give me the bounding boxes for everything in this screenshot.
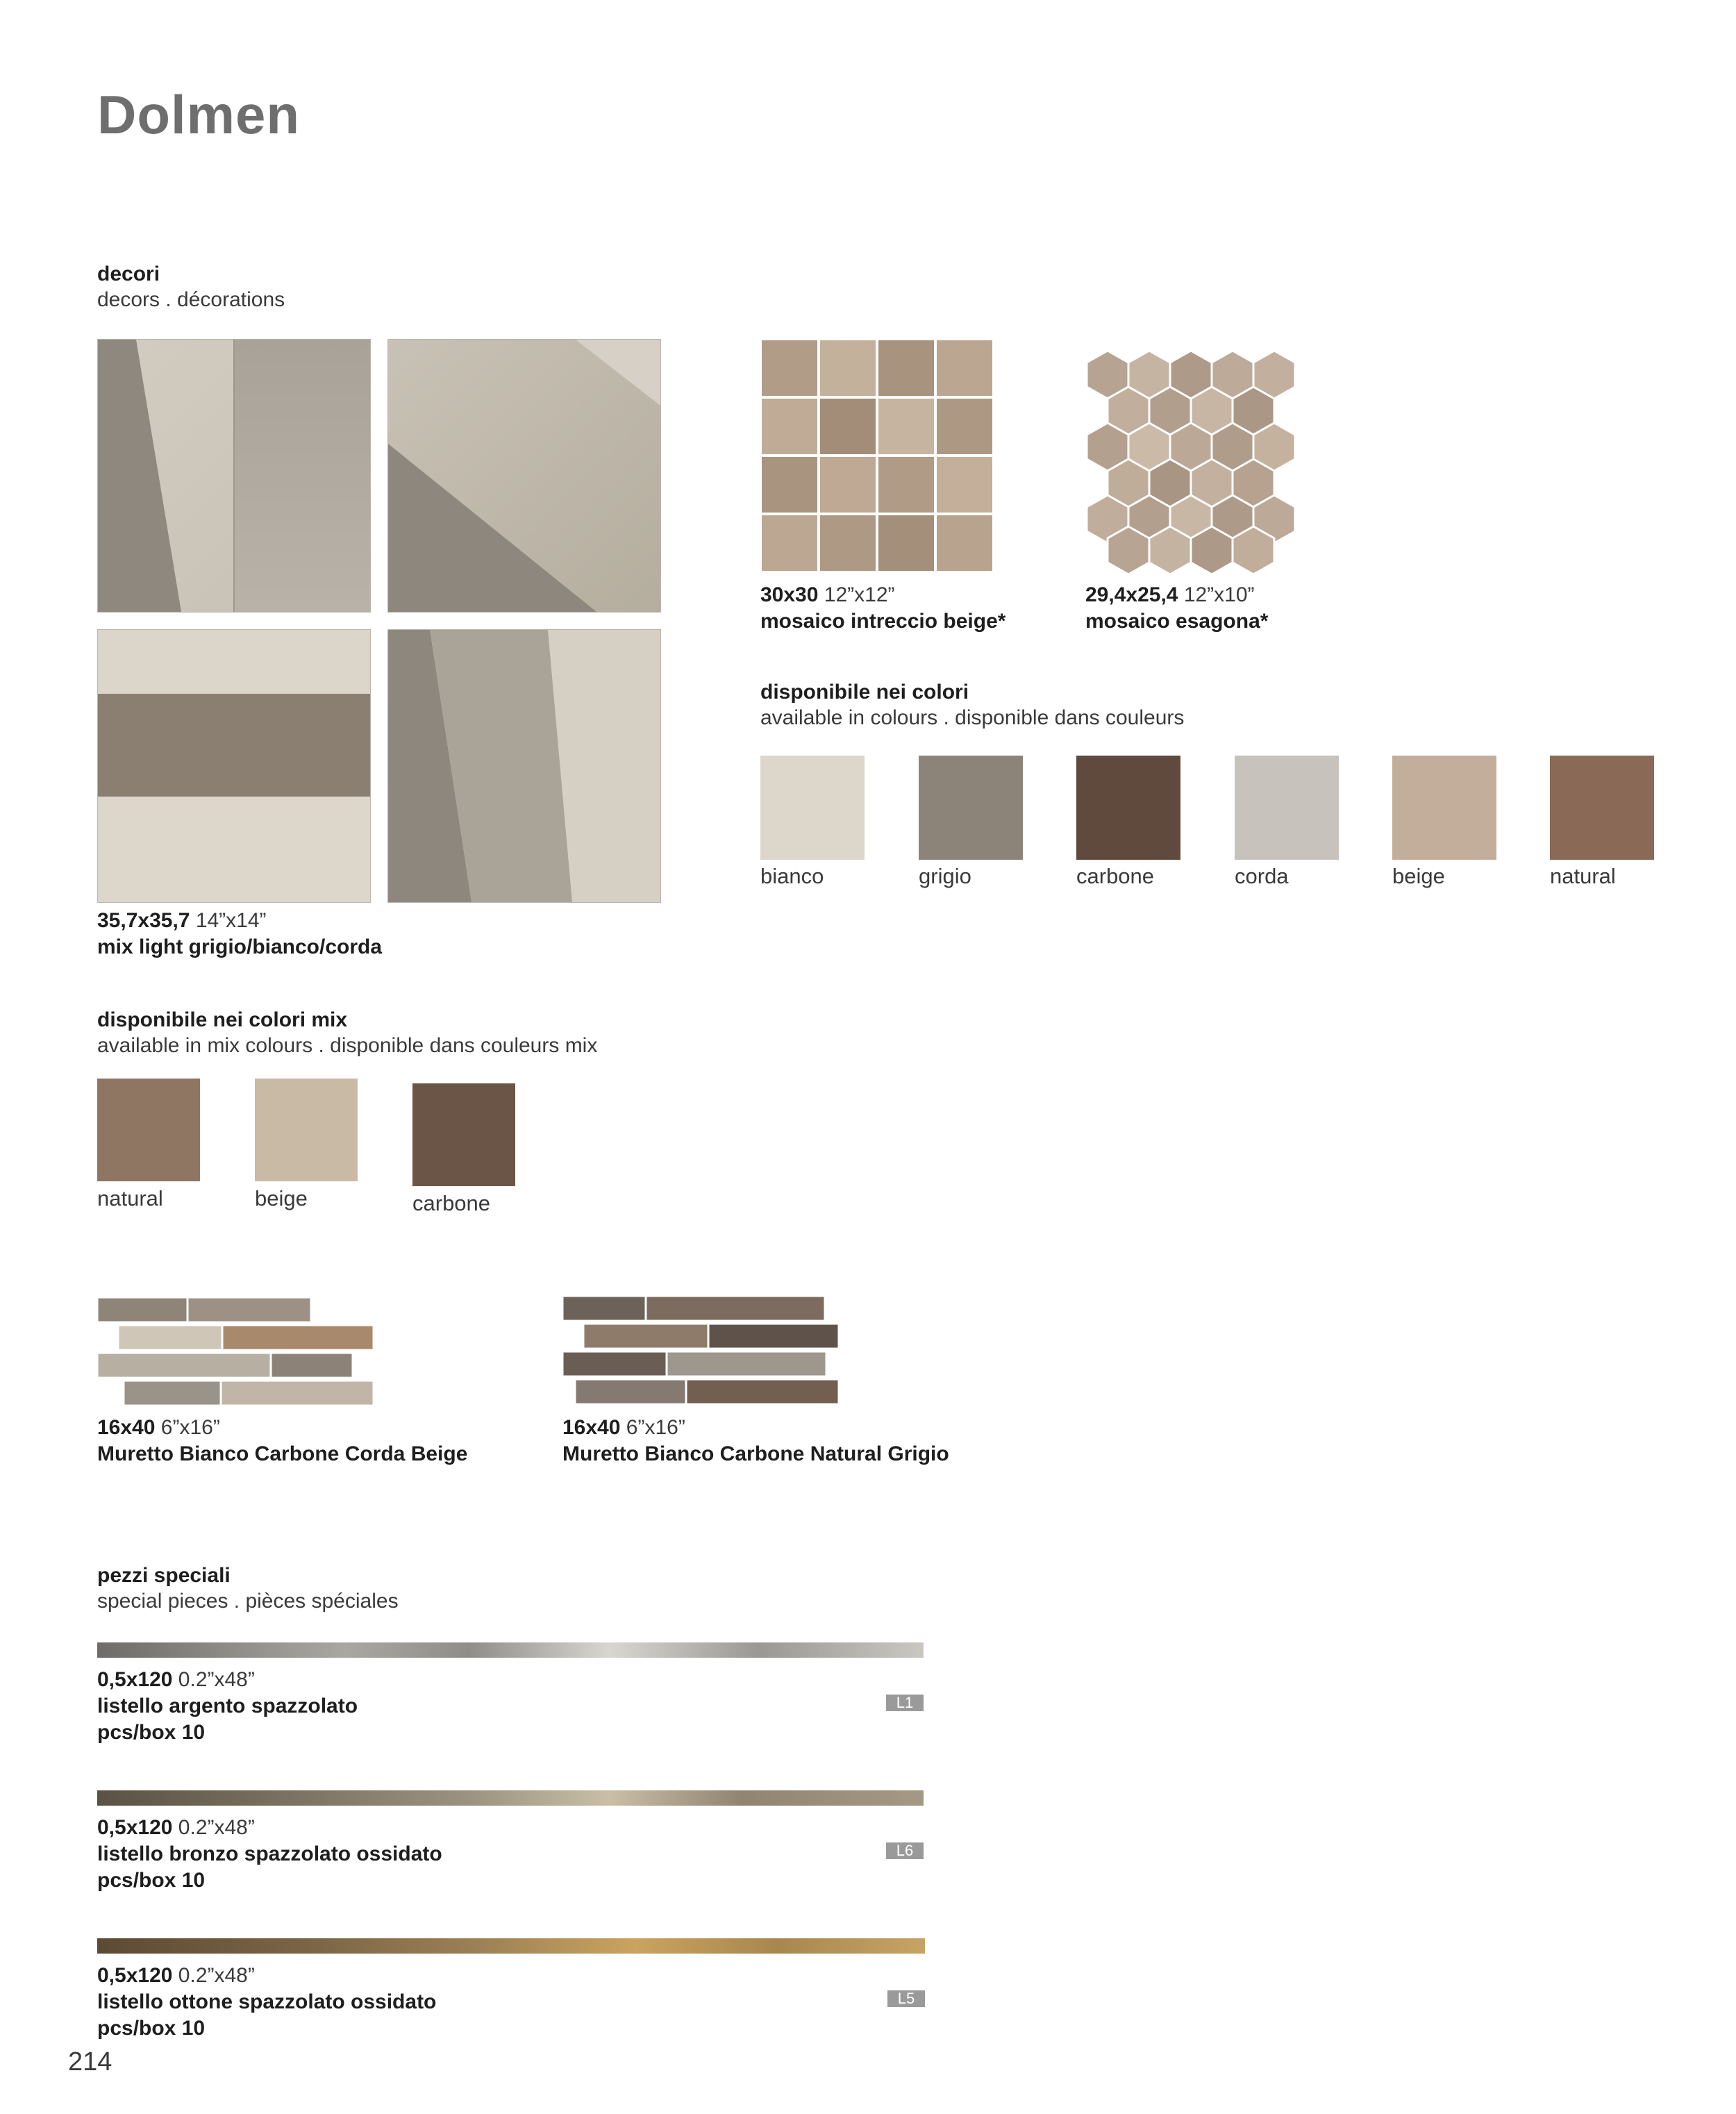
code-badge-L5: L5 [887,1990,925,2007]
listello-2-size: 0,5x120 [97,1816,173,1839]
muretto-1-inches: 6”x16” [160,1416,220,1439]
decori-heading: decori [97,263,160,285]
swatch-label-bianco: bianco [760,864,824,888]
listello-1-name: listello argento spazzolato [97,1695,358,1717]
mosaic2-size: 29,4x25,4 [1085,583,1178,606]
muretto-2-image [562,1296,839,1407]
code-badge-L6: L6 [886,1842,924,1859]
mosaic2-caption [1085,582,1268,635]
muretto-1-name: Muretto Bianco Carbone Corda Beige [97,1442,468,1465]
mosaic2-name: mosaico esagona* [1085,610,1269,633]
mix-caption [97,908,382,960]
colours-subheading: available in colours . disponible dans couleurs [760,706,1185,729]
mosaic1-size: 30x30 [760,583,819,606]
listello-2-inches: 0.2”x48” [178,1816,255,1839]
mix-name: mix light grigio/bianco/corda [97,935,383,958]
decor-tile-1 [97,339,371,613]
mosaic-intreccio-image [760,339,994,572]
muretto-1-caption [97,1415,467,1467]
decor-tile-4 [387,629,661,903]
mix-colours-subheading: available in mix colours . disponible dans couleurs mix [97,1034,598,1057]
swatch-label-carbone: carbone [1076,864,1155,888]
listello-3-inches: 0.2”x48” [178,1964,255,1987]
listello-ottone-strip [97,1938,925,1954]
listello-2-box: pcs/box 10 [97,1869,206,1892]
mix-swatch-label-natural: natural [97,1186,163,1210]
mix-swatch-label-carbone: carbone [412,1191,491,1215]
page-number: 214 [68,2047,112,2076]
listello-ottone-caption [97,1963,436,2042]
listello-3-box: pcs/box 10 [97,2017,206,2040]
swatch-label-grigio: grigio [919,864,971,888]
mix-swatch-beige [255,1079,358,1181]
page-title: Dolmen [97,84,301,145]
swatch-natural [1550,756,1654,860]
listello-argento-caption [97,1667,358,1746]
swatch-corda [1235,756,1339,860]
listello-argento-strip [97,1642,924,1658]
swatch-bianco [760,756,865,860]
mix-colours-heading: disponibile nei colori mix [97,1008,348,1031]
listello-1-box: pcs/box 10 [97,1721,206,1744]
listello-bronzo-caption [97,1815,442,1894]
swatch-label-natural: natural [1550,864,1616,888]
swatch-carbone [1076,756,1180,860]
muretto-2-inches: 6”x16” [626,1416,685,1439]
mosaic1-inches: 12”x12” [824,583,895,606]
colours-heading: disponibile nei colori [760,681,969,704]
listello-1-size: 0,5x120 [97,1668,173,1691]
mix-inches: 14”x14” [195,909,267,932]
swatch-beige [1392,756,1496,860]
decor-tile-3 [97,629,371,903]
mix-swatch-natural [97,1079,200,1181]
decori-subheading: decors . décorations [97,288,285,311]
swatch-label-beige: beige [1392,864,1445,888]
muretto-1-size: 16x40 [97,1416,156,1439]
mix-swatch-label-beige: beige [255,1186,308,1210]
swatch-label-corda: corda [1235,864,1289,888]
mosaic1-name: mosaico intreccio beige* [760,610,1006,633]
mix-size: 35,7x35,7 [97,909,190,932]
code-badge-L1: L1 [886,1695,924,1711]
swatch-grigio [919,756,1023,860]
mix-swatch-carbone [412,1083,515,1186]
special-subheading: special pieces . pièces spéciales [97,1590,399,1613]
muretto-2-name: Muretto Bianco Carbone Natural Grigio [562,1442,949,1465]
decor-tile-2 [387,339,661,613]
listello-bronzo-strip [97,1790,924,1806]
muretto-1-image [97,1297,374,1408]
mosaic2-inches: 12”x10” [1183,583,1255,606]
muretto-2-caption [562,1415,949,1467]
listello-3-name: listello ottone spazzolato ossidato [97,1990,437,2013]
listello-1-inches: 0.2”x48” [178,1668,255,1691]
mosaic-esagona-image [1083,347,1305,576]
muretto-2-size: 16x40 [562,1416,621,1439]
mosaic1-caption [760,582,1005,635]
listello-2-name: listello bronzo spazzolato ossidato [97,1842,442,1865]
special-heading: pezzi speciali [97,1564,231,1587]
listello-3-size: 0,5x120 [97,1964,173,1987]
